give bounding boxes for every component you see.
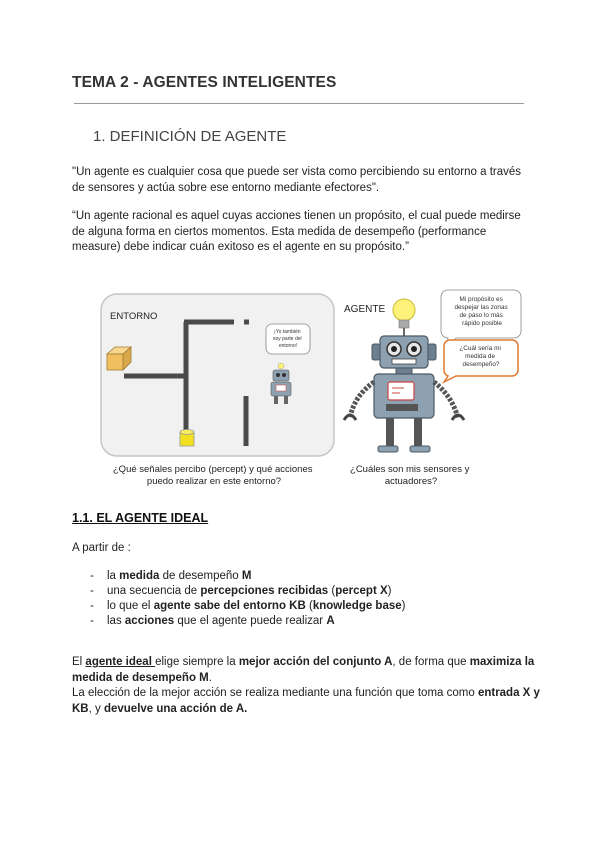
list-item: - lo que el agente sabe del entorno KB (knowledge base) [90,599,406,614]
caption-right: ¿Cuáles son mis sensores y actuadores? [350,464,470,487]
lightbulb-icon [393,299,415,336]
list-item: - una secuencia de percepciones recibidas (percept X) [90,584,406,599]
rational-agent-quote: “Un agente racional es aquel cuyas acciones tienen un propósito, el cual puede medirse de alguna forma en ciertos momentos. Esta medida de desempeño (performance measure) debe indicar cuán exitoso es el agente en su propósito.” [72,210,521,253]
input-list [90,569,406,629]
robot-head [372,336,436,368]
page-title: TEMA 2 - AGENTES INTELIGENTES [72,74,337,91]
purpose-bubble-text: Mi propósito es despejar las zonas de paso lo más rápido posible [454,296,508,327]
title-divider [74,103,524,104]
entorno-label: ENTORNO [110,311,158,322]
list-item: - las acciones que el agente puede realizar A [90,614,406,629]
conclusion-paragraph: El agente ideal elige siempre la mejor acción del conjunto A, de forma que maximiza la medida de desempeño M. La elección de la mejor acción se realiza mediante una función que toma como entrada X y KB, y devuelve una acción de A. [72,656,540,715]
agente-label: AGENTE [344,304,386,315]
agent-environment-figure [74,286,530,492]
cylinder-icon [180,430,194,447]
small-bubble-text: ¡Yo también soy parte del entorno! [272,329,302,349]
question-bubble-text: ¿Cuál sería mi medida de desempeño? [459,345,501,368]
definition-quote: "Un agente es cualquier cosa que puede ser vista como percibiendo su entorno a través de sensores y actúa sobre ese entorno mediante efectores". [72,166,522,194]
section-heading-definicion: 1. DEFINICIÓN DE AGENTE [93,128,287,145]
section-heading-agente-ideal: 1.1. EL AGENTE IDEAL [72,511,209,525]
intro-text: A partir de : [72,542,131,554]
caption-left: ¿Qué señales percibo (percept) y qué acciones puedo realizar en este entorno? [112,464,313,487]
list-item: - la medida de desempeño M [90,569,406,584]
